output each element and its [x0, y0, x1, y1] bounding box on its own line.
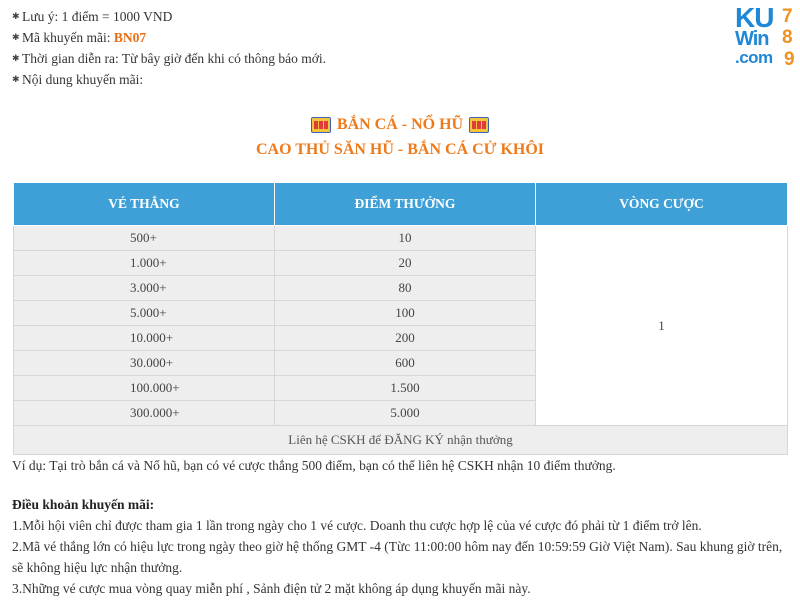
ticket-cell: 3.000+: [14, 276, 275, 301]
bullet-icon: ✱: [12, 32, 20, 42]
terms-item: 3.Những vé cược mua vòng quay miễn phí , Sảnh điện tử 2 mặt không áp dụng khuyến mãi này.: [12, 581, 531, 596]
note-text: Thời gian diễn ra: Từ bây giờ đến khi có thông báo mới.: [22, 51, 327, 66]
bullet-icon: ✱: [12, 53, 20, 63]
points-cell: 200: [275, 326, 536, 351]
logo-win: Win: [735, 28, 769, 50]
col-header-points: ĐIỂM THƯỞNG: [275, 183, 536, 226]
terms-item: 2.Mã vé thắng lớn có hiệu lực trong ngày theo giờ hệ thống GMT -4 (Từc 11:00:00 hôm nay đến 10:59:59 Giờ Việt Nam). Sau khung giờ trên, sẽ không hiệu lực nhận thưởng.: [12, 539, 783, 575]
heading-line-2: CAO THỦ SĂN HŨ - BẮN CÁ CỬ KHÔI: [255, 141, 544, 158]
logo-digit: 7: [782, 6, 793, 27]
example-text: Ví dụ: Tại trò bắn cá và Nổ hũ, bạn có vé cược thắng 500 điểm, bạn có thể liên hệ CSKH nhận 10 điểm thưởng.: [12, 458, 616, 473]
terms-section: [12, 494, 792, 599]
ku-win-logo: [735, 4, 799, 76]
points-cell: 100: [275, 301, 536, 326]
contact-row: [14, 426, 788, 455]
points-cell: 10: [275, 226, 536, 251]
ticket-cell: 300.000+: [14, 401, 275, 426]
logo-digit: 9: [784, 49, 795, 70]
ticket-cell: 5.000+: [14, 301, 275, 326]
col-header-rounds: VÒNG CƯỢC: [536, 183, 788, 226]
logo-dotcom: .com: [735, 48, 773, 67]
table-header-row: [14, 183, 788, 226]
bullet-icon: ✱: [12, 74, 20, 84]
note-item: [12, 48, 326, 69]
points-cell: 600: [275, 351, 536, 376]
note-item: [12, 69, 326, 90]
table-row: [14, 226, 788, 251]
points-cell: 80: [275, 276, 536, 301]
note-text: Mã khuyến mãi:: [22, 30, 114, 45]
heading-line-1: BẮN CÁ - NỔ HŨ: [336, 116, 464, 133]
rounds-cell: 1: [536, 226, 788, 426]
ticket-cell: 500+: [14, 226, 275, 251]
points-cell: 20: [275, 251, 536, 276]
reward-table: [13, 182, 788, 455]
note-text: Nội dung khuyến mãi:: [22, 72, 144, 87]
slot-machine-icon: [311, 117, 331, 133]
ticket-cell: 10.000+: [14, 326, 275, 351]
ticket-cell: 100.000+: [14, 376, 275, 401]
ticket-cell: 30.000+: [14, 351, 275, 376]
terms-item: 1.Mỗi hội viên chỉ được tham gia 1 lần trong ngày cho 1 vé cược. Doanh thu cược hợp lệ của vé cược đó phải từ 1 điểm trở lên.: [12, 518, 702, 533]
contact-cell: Liên hệ CSKH để ĐĂNG KÝ nhận thưởng: [14, 426, 788, 455]
points-cell: 1.500: [275, 376, 536, 401]
promo-notes: [12, 6, 326, 90]
note-item: [12, 27, 326, 48]
slot-machine-icon: [469, 117, 489, 133]
terms-title: Điều khoản khuyến mãi:: [12, 497, 155, 512]
note-text: Lưu ý: 1 điểm = 1000 VND: [22, 9, 173, 24]
logo-digit: 8: [782, 27, 793, 48]
section-heading: [0, 116, 800, 134]
ticket-cell: 1.000+: [14, 251, 275, 276]
col-header-ticket: VÉ THẮNG: [14, 183, 275, 226]
note-item: [12, 6, 326, 27]
logo-ku: KU: [735, 2, 774, 33]
bullet-icon: ✱: [12, 11, 20, 21]
points-cell: 5.000: [275, 401, 536, 426]
promo-code: BN07: [113, 30, 147, 45]
